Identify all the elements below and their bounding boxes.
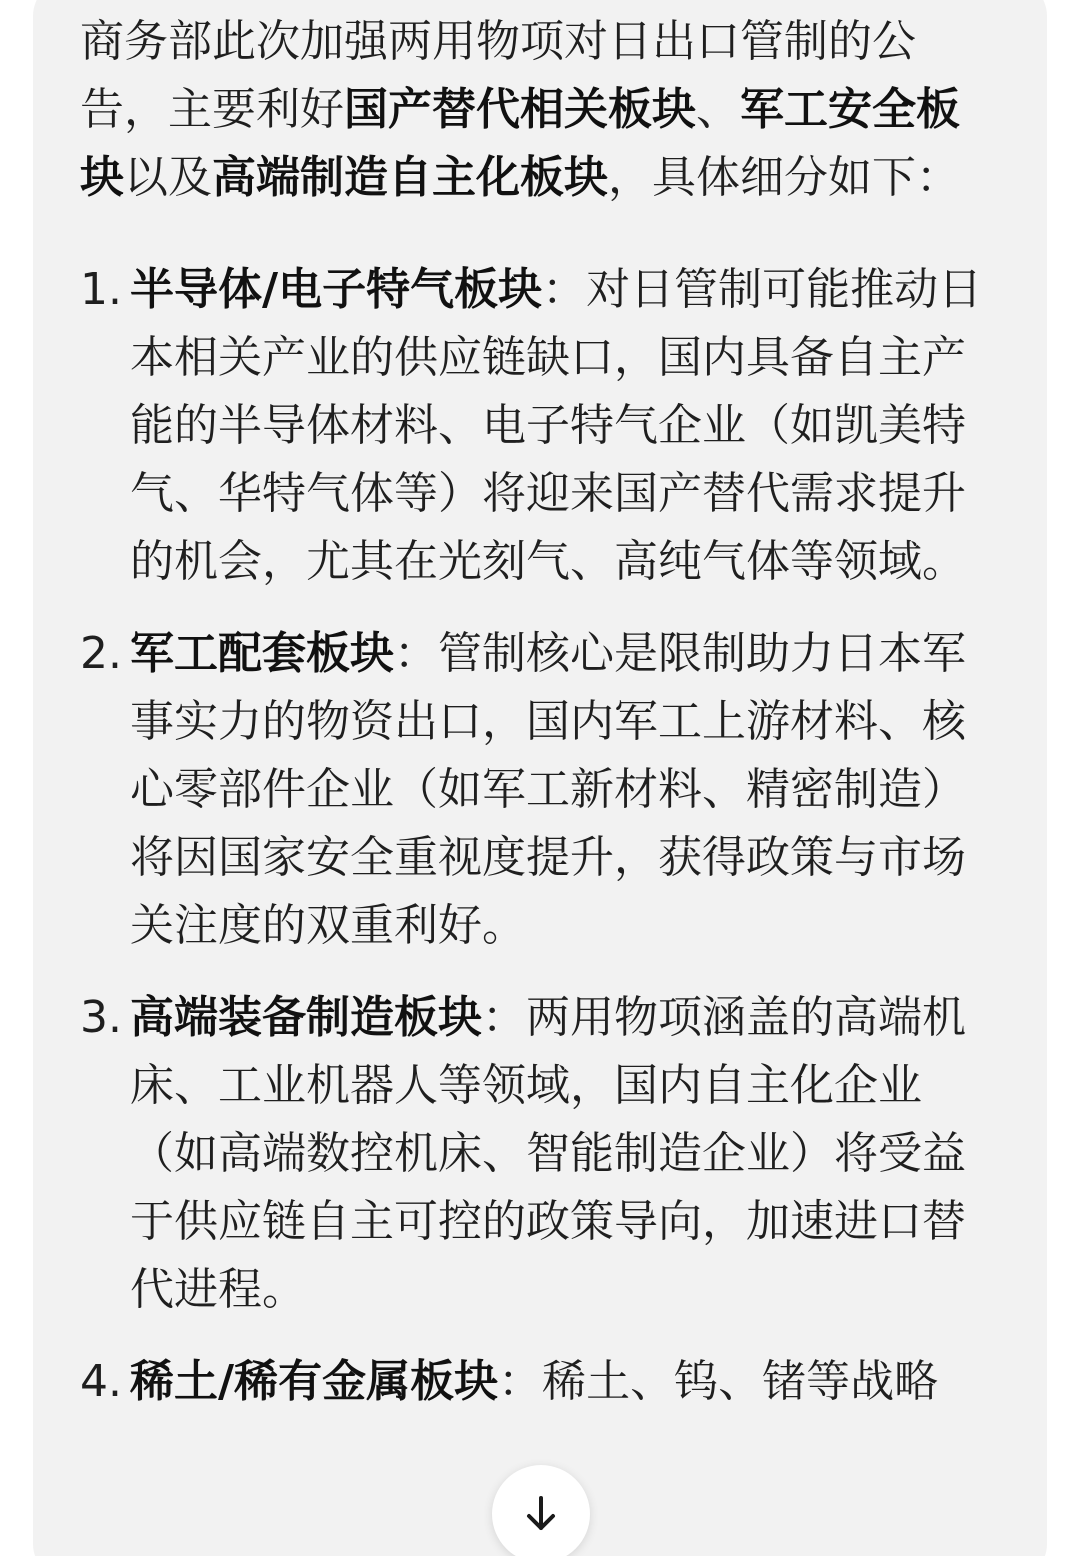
list-number: 2. bbox=[80, 628, 122, 679]
item-text: ：两用物项涵盖的高端机床、工业机器人等领域，国内自主化企业（如高端数控机床、智能制造企业）将受益于供应链自主可控的政策导向，加速进口替代进程。 bbox=[130, 992, 966, 1315]
message-content bbox=[80, 8, 1000, 1440]
intro-bold: 高端制造自主化板块 bbox=[212, 152, 608, 203]
item-text: ：管制核心是限制助力日本军事实力的物资出口，国内军工上游材料、核心零部件企业（如军工新材料、精密制造）将因国家安全重视度提升，获得政策与市场关注度的双重利好。 bbox=[130, 628, 966, 951]
item-title: 半导体/电子特气板块 bbox=[130, 264, 543, 315]
scroll-to-bottom-button[interactable] bbox=[492, 1465, 590, 1556]
intro-text: ，具体细分如下： bbox=[608, 152, 960, 203]
list-item bbox=[80, 620, 1000, 960]
list-item bbox=[80, 256, 1000, 596]
intro-text: 、 bbox=[696, 84, 740, 135]
list-item bbox=[80, 1348, 1000, 1416]
list-number: 3. bbox=[80, 992, 122, 1043]
list-number: 1. bbox=[80, 264, 122, 315]
intro-text: 商务部此次加强两用物项对日出口管制的公告，主要利好 bbox=[80, 16, 916, 135]
item-title: 稀土/稀有金属板块 bbox=[130, 1356, 499, 1407]
intro-text: 以及 bbox=[124, 152, 212, 203]
item-text: ：对日管制可能推动日本相关产业的供应链缺口，国内具备自主产能的半导体材料、电子特气企业（如凯美特气、华特气体等）将迎来国产替代需求提升的机会，尤其在光刻气、高纯气体等领域。 bbox=[130, 264, 983, 587]
arrow-down-icon bbox=[521, 1494, 561, 1534]
list-number: 4. bbox=[80, 1356, 122, 1407]
intro-paragraph bbox=[80, 8, 1000, 212]
sector-list bbox=[80, 256, 1000, 1416]
list-item bbox=[80, 984, 1000, 1324]
item-title: 高端装备制造板块 bbox=[130, 992, 482, 1043]
item-text: ：稀土、钨、锗等战略 bbox=[498, 1356, 939, 1407]
item-title: 军工配套板块 bbox=[130, 628, 394, 679]
intro-bold: 军工安全板块 bbox=[80, 84, 960, 203]
intro-bold: 国产替代相关板块 bbox=[344, 84, 696, 135]
